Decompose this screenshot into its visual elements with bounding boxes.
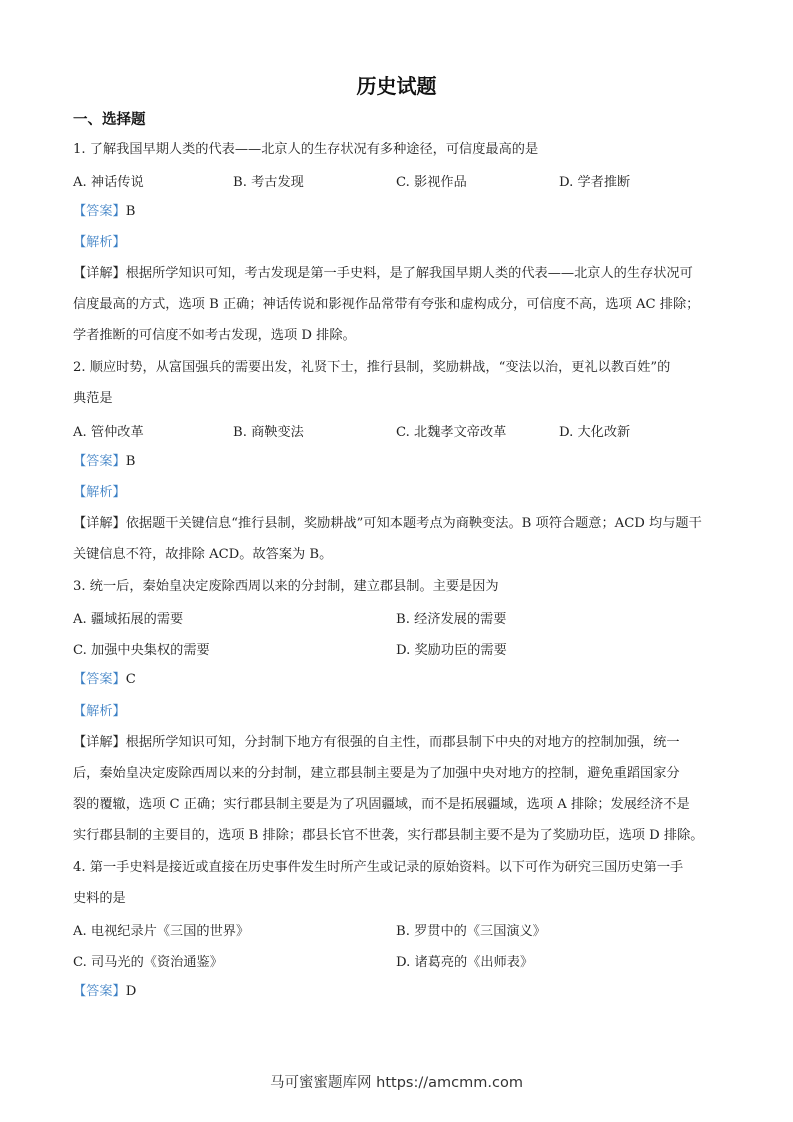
- q1-detail-line: [73, 264, 723, 284]
- detail-text: 根据所学知识可知，考古发现是第一手史料，是了解我国早期人类的代表——北京人的生存状况可: [125, 266, 693, 281]
- answer-value: B: [125, 204, 136, 219]
- q3-option-c: C. 加强中央集权的需要: [73, 643, 210, 658]
- question-2-stem: 2. 顺应时势，从富国强兵的需要出发，礼贤下士，推行县制，奖励耕战，“变法以治，更礼以教百姓”的: [73, 360, 671, 375]
- analysis-label: 【解析】: [73, 485, 126, 500]
- q4-option-c: C. 司马光的《资治通鉴》: [73, 955, 223, 970]
- q1-answer: [73, 202, 723, 222]
- analysis-label: 【解析】: [73, 235, 126, 250]
- q1-option-c: C. 影视作品: [396, 175, 467, 190]
- question-3-stem: 3. 统一后，秦始皇决定废除西周以来的分封制，建立郡县制。主要是因为: [73, 579, 499, 594]
- q3-detail-line: 后，秦始皇决定废除西周以来的分封制，建立郡县制主要是为了加强中央对地方的控制，避免重蹈国家分: [73, 766, 680, 781]
- q2-detail-line: 关键信息不符，故排除 ACD。故答案为 B。: [73, 547, 333, 562]
- question-4-stem: 4. 第一手史料是接近或直接在历史事件发生时所产生或记录的原始资料。以下可作为研究三国历史第一手: [73, 860, 684, 875]
- q1-option-d: D. 学者推断: [559, 175, 631, 190]
- q4-option-a: A. 电视纪录片《三国的世界》: [73, 924, 250, 939]
- question-4-stem-cont: 史料的是: [73, 891, 126, 906]
- answer-label: 【答案】: [73, 204, 126, 219]
- page-footer: 马可蜜蜜题库网 https://amcmm.com: [270, 1075, 523, 1091]
- question-2-stem-cont: 典范是: [73, 391, 113, 406]
- detail-text: 根据所学知识可知，分封制下地方有很强的自主性，而郡县制下中央的对地方的控制加强，统一: [125, 735, 680, 750]
- q2-answer: [73, 452, 723, 472]
- q1-analysis-label: [73, 233, 723, 253]
- answer-label: 【答案】: [73, 454, 126, 469]
- detail-label: 【详解】: [73, 735, 126, 750]
- detail-label: 【详解】: [73, 266, 126, 281]
- q2-option-b: B. 商鞅变法: [233, 425, 304, 440]
- answer-value: C: [125, 672, 136, 687]
- answer-label: 【答案】: [73, 672, 126, 687]
- q4-option-b: B. 罗贯中的《三国演义》: [396, 924, 546, 939]
- detail-label: 【详解】: [73, 516, 126, 531]
- page-title: 历史试题: [356, 74, 437, 98]
- answer-value: D: [125, 984, 137, 999]
- q2-option-c: C. 北魏孝文帝改革: [396, 425, 507, 440]
- answer-value: B: [125, 454, 136, 469]
- question-1-stem: 1. 了解我国早期人类的代表——北京人的生存状况有多种途径，可信度最高的是: [73, 142, 539, 157]
- q3-option-d: D. 奖励功臣的需要: [396, 643, 507, 658]
- q1-detail-line: 信度最高的方式，选项 B 正确；神话传说和影视作品常带有夸张和虚构成分，可信度不高，选项 AC 排除；: [73, 297, 700, 312]
- q3-option-b: B. 经济发展的需要: [396, 612, 507, 627]
- answer-label: 【答案】: [73, 984, 126, 999]
- q4-answer: [73, 982, 723, 1002]
- q4-option-d: D. 诸葛亮的《出师表》: [396, 955, 534, 970]
- detail-text: 依据题干关键信息“推行县制，奖励耕战”可知本题考点为商鞅变法。B 项符合题意；ACD 均与题干: [125, 516, 702, 531]
- q3-detail-line: 裂的覆辙，选项 C 正确；实行郡县制主要是为了巩固疆域，而不是拓展疆域，选项 A 排除；发展经济不是: [73, 797, 690, 812]
- q2-option-d: D. 大化改新: [559, 425, 631, 440]
- q3-detail-line: 实行郡县制的主要目的，选项 B 排除；郡县长官不世袭，实行郡县制主要不是为了奖励功臣，选项 D 排除。: [73, 828, 704, 843]
- q1-option-a: A. 神话传说: [73, 175, 144, 190]
- section-heading: 一、选择题: [73, 112, 146, 128]
- q2-detail-line: [73, 514, 723, 534]
- q2-analysis-label: [73, 483, 723, 503]
- q3-analysis-label: [73, 702, 723, 722]
- q1-detail-line: 学者推断的可信度不如考古发现，选项 D 排除。: [73, 328, 356, 343]
- q3-detail-line: [73, 733, 723, 753]
- q2-option-a: A. 管仲改革: [73, 425, 144, 440]
- q3-answer: [73, 670, 723, 690]
- analysis-label: 【解析】: [73, 704, 126, 719]
- q3-option-a: A. 疆域拓展的需要: [73, 612, 184, 627]
- q1-option-b: B. 考古发现: [233, 175, 304, 190]
